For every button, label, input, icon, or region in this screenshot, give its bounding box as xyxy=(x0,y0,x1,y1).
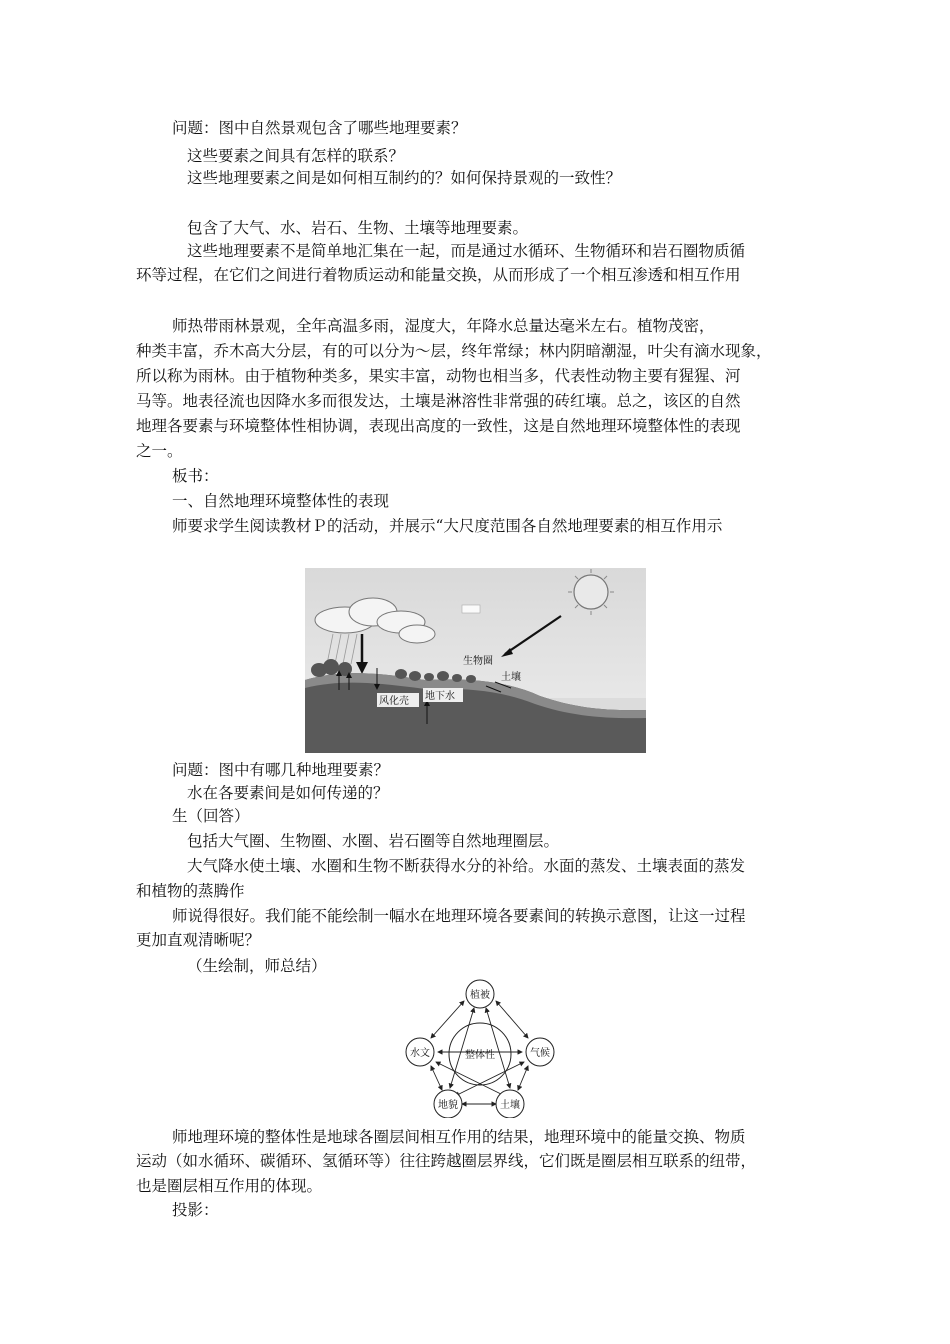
rainforest-line-4: 马等。地表径流也因降水多而很发达，土壤是淋溶性非常强的砖红壤。总之，该区的自然 xyxy=(136,392,741,410)
summary-line-2: 运动（如水循环、碳循环、氢循环等）往往跨越圈层界线，它们既是圈层相互联系的纽带， xyxy=(136,1152,757,1170)
summary-line-3: 也是圈层相互作用的体现。 xyxy=(136,1177,323,1195)
board-label: 板书： xyxy=(172,467,219,485)
node-hydrology-label: 水文 xyxy=(410,1048,430,1059)
answer-elements: 包含了大气、水、岩石、生物、土壤等地理要素。 xyxy=(187,219,529,237)
center-label: 整体性 xyxy=(465,1050,495,1061)
teacher-line-1: 师说得很好。我们能不能绘制一幅水在地理环境各要素间的转换示意图，让这一过程 xyxy=(172,907,746,925)
answer-relation-line-1: 这些地理要素不是简单地汇集在一起，而是通过水循环、生物循环和岩石圈物质循 xyxy=(187,242,746,260)
node-climate-label: 气候 xyxy=(530,1048,550,1059)
answer-water-line-2: 和植物的蒸腾作 xyxy=(136,882,245,900)
landscape-figure xyxy=(305,568,646,753)
answer-relation-line-2: 环等过程，在它们之间进行着物质运动和能量交换，从而形成了一个相互渗透和相互作用 xyxy=(136,266,741,284)
landscape-svg xyxy=(305,568,646,753)
activity-line: 师要求学生阅读教材Ｐ的活动，并展示“大尺度范围各自然地理要素的相互作用示 xyxy=(172,517,723,535)
rainforest-line-1: 师热带雨林景观，全年高温多雨，湿度大，年降水总量达毫米左右。植物茂密， xyxy=(172,317,715,335)
rainforest-line-2: 种类丰富，乔木高大分层，有的可以分为～层，终年常绿；林内阴暗潮湿，叶尖有滴水现象， xyxy=(136,342,772,360)
node-landform-label: 地貌 xyxy=(438,1100,458,1111)
answer-spheres: 包括大气圈、生物圈、水圈、岩石圈等自然地理圈层。 xyxy=(187,832,560,850)
node-soil-label: 土壤 xyxy=(500,1100,520,1111)
summary-line-1: 师地理环境的整体性是地球各圈层间相互作用的结果，地理环境中的能量交换、物质 xyxy=(172,1128,746,1146)
student-answer-label: 生（回答） xyxy=(172,807,250,825)
question-3: 这些地理要素之间是如何相互制约的？如何保持景观的一致性？ xyxy=(187,169,622,187)
question-1: 问题：图中自然景观包含了哪些地理要素？ xyxy=(172,119,467,137)
drawing-note: （生绘制，师总结） xyxy=(187,957,327,975)
rainforest-line-5: 地理各要素与环境整体性相协调，表现出高度的一致性，这是自然地理环境整体性的表现 xyxy=(136,417,741,435)
label-box xyxy=(462,605,480,613)
integrity-diagram xyxy=(400,978,560,1118)
question-elements: 问题：图中有哪几种地理要素？ xyxy=(172,761,390,779)
integrity-svg xyxy=(400,978,560,1118)
label-groundwater: 地下水 xyxy=(425,691,455,702)
question-water-transfer: 水在各要素间是如何传递的？ xyxy=(187,784,389,802)
answer-water-line-1: 大气降水使土壤、水圈和生物不断获得水分的补给。水面的蒸发、土壤表面的蒸发 xyxy=(187,857,746,875)
node-vegetation-label: 植被 xyxy=(470,990,490,1001)
question-2: 这些要素之间具有怎样的联系？ xyxy=(187,147,405,165)
label-weathering-crust: 风化壳 xyxy=(379,696,409,707)
projection-label: 投影： xyxy=(172,1201,219,1219)
rainforest-line-3: 所以称为雨林。由于植物种类多，果实丰富，动物也相当多，代表性动物主要有猩猩、河 xyxy=(136,367,741,385)
label-biosphere: 生物圈 xyxy=(463,656,493,667)
label-soil: 土壤 xyxy=(501,672,521,683)
teacher-line-2: 更加直观清晰呢？ xyxy=(136,931,261,949)
board-heading: 一、自然地理环境整体性的表现 xyxy=(172,492,390,510)
rainforest-line-6: 之一。 xyxy=(136,442,183,460)
